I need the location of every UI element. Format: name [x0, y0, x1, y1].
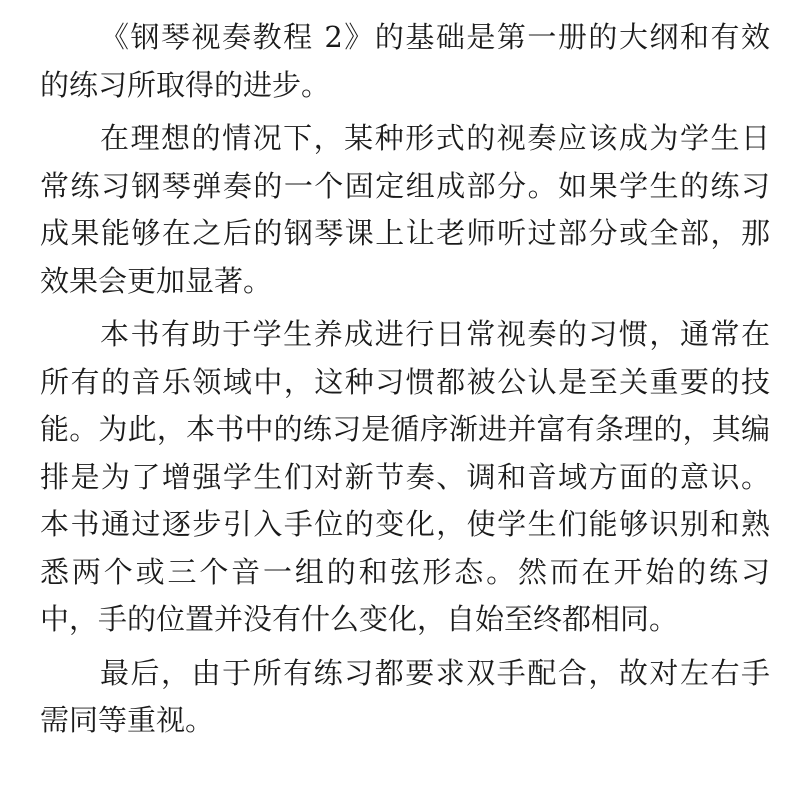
paragraph-4	[40, 650, 770, 745]
paragraph-2	[40, 115, 770, 305]
text-line: 常练习钢琴弹奏的一个固定组成部分。如果学生的练习	[40, 168, 770, 203]
text-line: 最后，由于所有练习都要求双手配合，故对左右手	[100, 655, 770, 690]
text-line: 需同等重视。	[40, 703, 215, 737]
text-line: 《钢琴视奏教程 2》的基础是第一册的大纲和有效	[100, 20, 770, 54]
text-line: 排是为了增强学生们对新节奏、调和音域方面的意识。	[40, 459, 770, 494]
text-line: 在理想的情况下，某种形式的视奏应该成为学生日	[100, 121, 770, 155]
document-page	[40, 14, 770, 745]
text-line: 能。为此，本书中的练习是循序渐进并富有条理的，其编	[40, 412, 770, 446]
paragraph-3	[40, 311, 770, 644]
text-line: 成果能够在之后的钢琴课上让老师听过部分或全部，那	[40, 216, 770, 250]
text-line: 的练习所取得的进步。	[40, 67, 331, 102]
text-line: 本书通过逐步引入手位的变化，使学生们能够识别和熟	[40, 507, 770, 541]
text-line: 效果会更加显著。	[40, 263, 273, 298]
paragraph-1	[40, 14, 770, 109]
text-line: 所有的音乐领域中，这种习惯都被公认是至关重要的技	[40, 364, 770, 399]
text-line: 悉两个或三个音一组的和弦形态。然而在开始的练习	[40, 554, 770, 589]
text-line: 中，手的位置并没有什么变化，自始至终都相同。	[40, 602, 679, 636]
text-line: 本书有助于学生养成进行日常视奏的习惯，通常在	[100, 317, 770, 351]
